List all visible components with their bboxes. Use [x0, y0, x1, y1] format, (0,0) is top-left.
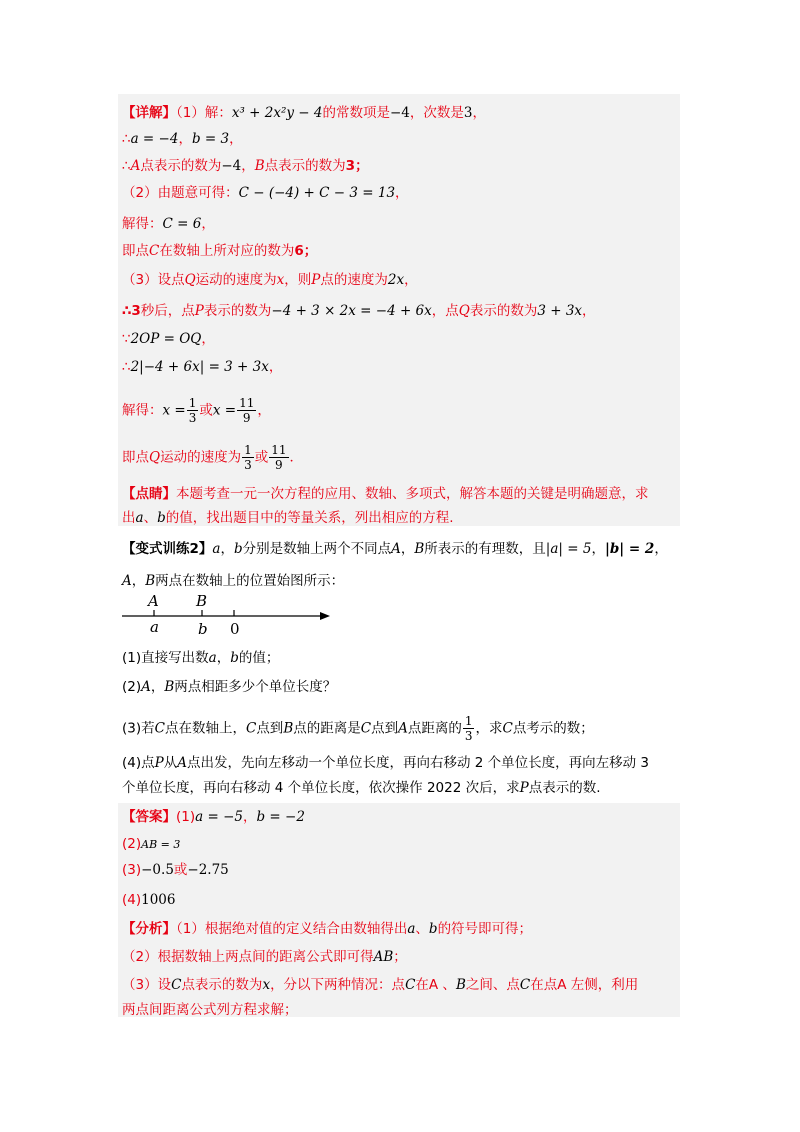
answer-line-4: (4)1006 [122, 892, 176, 908]
detail-tag: 【详解】 [122, 105, 176, 121]
question-1: (1)直接写出数a，b的值； [122, 650, 280, 666]
label-point-B: B [196, 592, 208, 610]
question-3: (3)若C点在数轴上，C点到B点的距离是C点到A点距离的 $\frac{1}{3}$ ，求C点考示的数； [122, 714, 594, 743]
detail-line-3: ∴A点表示的数为−4，B点表示的数为3； [122, 158, 369, 174]
detail-line-10: ∴2|−4 + 6x| = 3 + 3x， [122, 359, 283, 375]
detail-line-11: 解得：x = $\frac{1}{3}$ 或x = $\frac{11}{9}$ ， [122, 396, 271, 425]
fraction: $\frac{11}{9}$ [239, 396, 255, 425]
analysis-line-1: 【分析】（1）根据绝对值的定义结合由数轴得出a、b的符号即可得； [122, 921, 533, 937]
detail-line-7: （3）设点Q运动的速度为x，则P点的速度为2x， [122, 272, 418, 288]
fraction: $\frac{1}{3}$ [244, 443, 252, 472]
answer-line-3: (3)−0.5或−2.75 [122, 862, 229, 878]
polynomial-expression: x³ + 2x²y − 4 [231, 105, 323, 121]
label-value-a: a [150, 618, 159, 636]
detail-line-4: （2）由题意可得：C − (−4) + C − 3 = 13， [122, 185, 409, 201]
analysis-line-2: （2）根据数轴上两点间的距离公式即可得AB； [122, 949, 407, 965]
detail-line-14: 出a、b的值，找出题目中的等量关系，列出相应的方程. [122, 510, 454, 526]
detail-line-8: ∴3秒后，点P表示的数为−4 + 3 × 2x = −4 + 6x，点Q表示的数为3 + 3x， [122, 303, 596, 319]
fraction: $\frac{11}{9}$ [271, 443, 287, 472]
detail-line-6: 即点C在数轴上所对应的数为6； [122, 243, 318, 259]
problem-line-1: 【变式训练2】a，b分别是数轴上两个不同点A，B所表示的有理数，且|a| = 5，|b| = 2， [122, 541, 668, 557]
problem-title: 【变式训练2】 [122, 541, 213, 557]
analysis-line-3: （3）设C点表示的数为x，分以下两种情况：点C在A 、B之间、点C在点A 左侧，利用 [122, 977, 639, 993]
fraction: $\frac{1}{3}$ [188, 396, 197, 425]
label-value-b: b [198, 620, 208, 638]
detail-line-9: ∵2OP = OQ， [122, 331, 215, 347]
answer-line-2: (2)AB = 3 [122, 836, 181, 852]
detail-line-12: 即点Q运动的速度为 $\frac{1}{3}$ 或 $\frac{11}{9}$ ． [122, 443, 303, 472]
detail-line-1: 【详解】（1）解：x³ + 2x²y − 4的常数项是−4，次数是3， [122, 105, 486, 121]
answer-line-1: 【答案】(1)a = −5，b = −2 [122, 809, 305, 825]
label-point-A: A [148, 592, 159, 610]
detail-line-13: 【点睛】本题考查一元一次方程的应用、数轴、多项式，解答本题的关键是明确题意，求 [122, 486, 649, 502]
key-point-tag: 【点睛】 [122, 486, 176, 502]
fraction: $\frac{1}{3}$ [464, 714, 473, 743]
detail-line-2: ∴a = −4，b = 3， [122, 131, 243, 147]
answer-tag: 【答案】 [122, 809, 176, 825]
analysis-tag: 【分析】 [122, 921, 176, 937]
analysis-line-4: 两点间距离公式列方程求解； [122, 1002, 298, 1018]
question-4-line-1: (4)点P从A点出发，先向左移动一个单位长度，再向右移动 2 个单位长度，再向左移动 3 [122, 755, 650, 771]
detail-line-5: 解得：C = 6， [122, 216, 215, 232]
number-line-figure [118, 592, 338, 642]
number-line-arrow [320, 612, 330, 620]
question-4-line-2: 个单位长度，再向右移动 4 个单位长度，依次操作 2022 次后，求P点表示的数. [122, 780, 601, 796]
label-zero: 0 [230, 620, 240, 638]
question-2: (2)A，B两点相距多少个单位长度？ [122, 679, 337, 695]
problem-line-2: A，B两点在数轴上的位置始图所示： [122, 573, 345, 589]
